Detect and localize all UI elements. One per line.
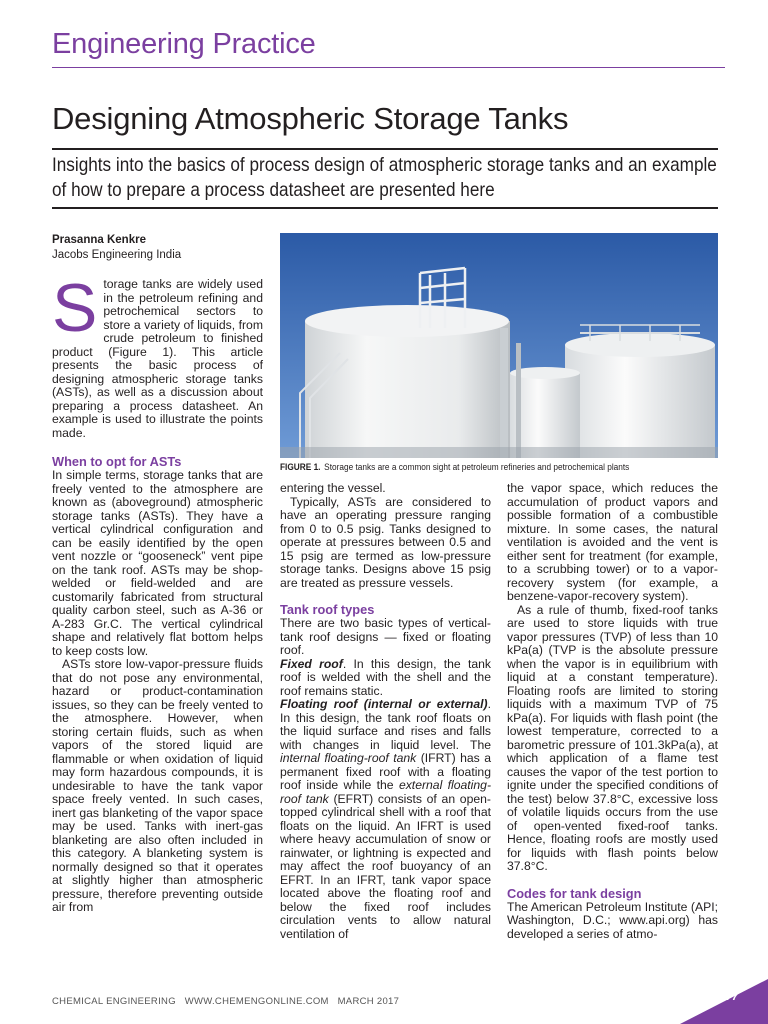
figure-caption [280, 461, 685, 473]
storage-tanks-photo [280, 233, 718, 458]
section-rule [52, 67, 725, 68]
page-number: 77 [725, 991, 738, 1003]
paragraph: In simple terms, storage tanks that are freely vented to the atmosphere are known as (aboveground) atmospheric storage tanks (ASTs). They have a vertical cylindrical configuration and can be easily identified by the open vent nozzle or “gooseneck” vent pipe on the tank roof. ASTs may be shop-welded or field-welded and are customarily fabricated from structural quality carbon steel, such as A-36 or A-283 Gr.C. The vertical cylindrical shape and relatively flat bottom helps to keep costs low. [52, 468, 263, 658]
fixed-roof-label: Fixed roof [280, 656, 343, 671]
paragraph: As a rule of thumb, fixed-roof tanks are used to store liquids with true vapor pressures (TVP) of less than 10 kPa(a) (TVP is the absolute pressure when the vapor is in equilibrium with liquid at a constant temperature). Floating roofs are limited to storing liquids with a maximum TVP of 75 kPa(a). For liquids with flash point (the lowest temperature, corrected to a barometric pressure of 101.3kPa(a), at which application of a flame test causes the vapor of the test portion to ignite under the specified conditions of the test) below 37.8°C, excessive loss of volatile liquids occurs from the use of open-vented fixed-roof tanks. Hence, floating roofs are mostly used for liquids with flash points below 37.8°C. [507, 602, 718, 873]
intro-paragraph: torage tanks are widely used in the petroleum refining and petrochemical sectors to store a variety of liquids, from crude petroleum to finished product (Figure 1). This article presents the basic process of designing atmospheric storage tanks (ASTs), as well as a discussion about preparing a process datasheet. An example is used to illustrate the points made. [52, 277, 263, 440]
paragraph: entering the vessel. [280, 481, 386, 495]
footer-line [52, 996, 399, 1007]
figure-caption-text: Storage tanks are a common sight at petroleum refineries and petrochemical plants [324, 462, 630, 472]
paragraph: the vapor space, which reduces the accumulation of product vapors and possible formation of a combustible mixture. In some cases, the natural ventilation is avoided and the vent is either sent for treatment (for example, to a scrubbing tower) or to a vapor-recovery system (for example, a benzene-vapor-recovery system). [507, 481, 718, 603]
floating-roof-text-b: (IFRT) has a permanent fixed roof with a floating roof inside while the [280, 751, 492, 792]
paragraph: ASTs store low-vapor-pressure fluids that do not pose any environmental, hazard or product-contamination issues, so they can be freely vented to the atmosphere. However, when storing certain fluids, such as when vapors of the stored liquid are flammable or when oxidation of liquid may form hazardous compounds, it is undesirable to have the tank vapor space freely vented. In such cases, inert gas blanketing of the vapor space may be used. Tanks with inert-gas blanketing are also often included in this category. A blanketing system is normally designed so that it operates at slightly higher than atmospheric pressure, therefore preventing outside air from [52, 657, 263, 914]
paragraph: There are two basic types of vertical-tank roof designs — fixed or floating roof. [280, 616, 491, 657]
title-rule-top [52, 148, 718, 150]
column-2 [280, 482, 491, 941]
footer-publication: CHEMICAL ENGINEERING [52, 996, 176, 1007]
author-name: Prasanna Kenkre [52, 234, 146, 246]
paragraph: The American Petroleum Institute (API; Washington, D.C.; www.api.org) has developed a series of atmo- [507, 899, 718, 941]
drop-cap: S [52, 270, 98, 346]
column-3 [507, 482, 718, 941]
paragraph-fixed-roof [280, 658, 491, 699]
article-deck: Insights into the basics of process design of atmospheric storage tanks and an example of how to prepare a process datasheet are presented here [52, 154, 717, 201]
figure-label: FIGURE 1. [280, 462, 321, 472]
footer-website: WWW.CHEMENGONLINE.COM [184, 996, 329, 1007]
footer-date: MARCH 2017 [337, 996, 400, 1007]
title-rule-bottom [52, 207, 718, 209]
page-corner-tab [680, 979, 768, 1024]
paragraph-floating-roof [280, 698, 491, 941]
heading-tank-roof-types: Tank roof types [280, 602, 375, 617]
floating-roof-text-c: (EFRT) consists of an open-topped cylindrical shell with a roof that floats on the liquid. An IFRT is used where heavy accumulation of snow or rainwater, or lightning is expected and may affect the roof buoyancy of an EFRT. In an IFRT, tank vapor space located above the floating roof and below the fixed roof includes circulation vents to allow natural ventilation of [280, 791, 491, 941]
efrt-term: external floating-roof tank [280, 778, 491, 806]
fixed-roof-text: . In this design, the tank roof is welded with the shell and the roof remains static. [280, 656, 491, 698]
paragraph: Typically, ASTs are considered to have an operating pressure ranging from 0 to 0.5 psig. Tanks designed to operate at pressures between 0.5 and 15 psig are termed as low-pressure storage tanks. Designs above 15 psig are treated as pressure vessels. [280, 494, 491, 590]
section-title: Engineering Practice [52, 28, 316, 60]
ifrt-term: internal floating-roof tank [280, 751, 417, 765]
column-1 [52, 270, 263, 915]
heading-codes: Codes for tank design [507, 885, 642, 901]
heading-when-to-opt: When to opt for ASTs [52, 454, 182, 469]
floating-roof-label: Floating roof (internal or external) [280, 697, 488, 711]
article-title: Designing Atmospheric Storage Tanks [52, 101, 569, 136]
floating-roof-text-a: . In this design, the tank roof floats on the liquid surface and rises and falls with changes in liquid level. The [280, 697, 491, 752]
author-affiliation: Jacobs Engineering India [52, 249, 182, 261]
